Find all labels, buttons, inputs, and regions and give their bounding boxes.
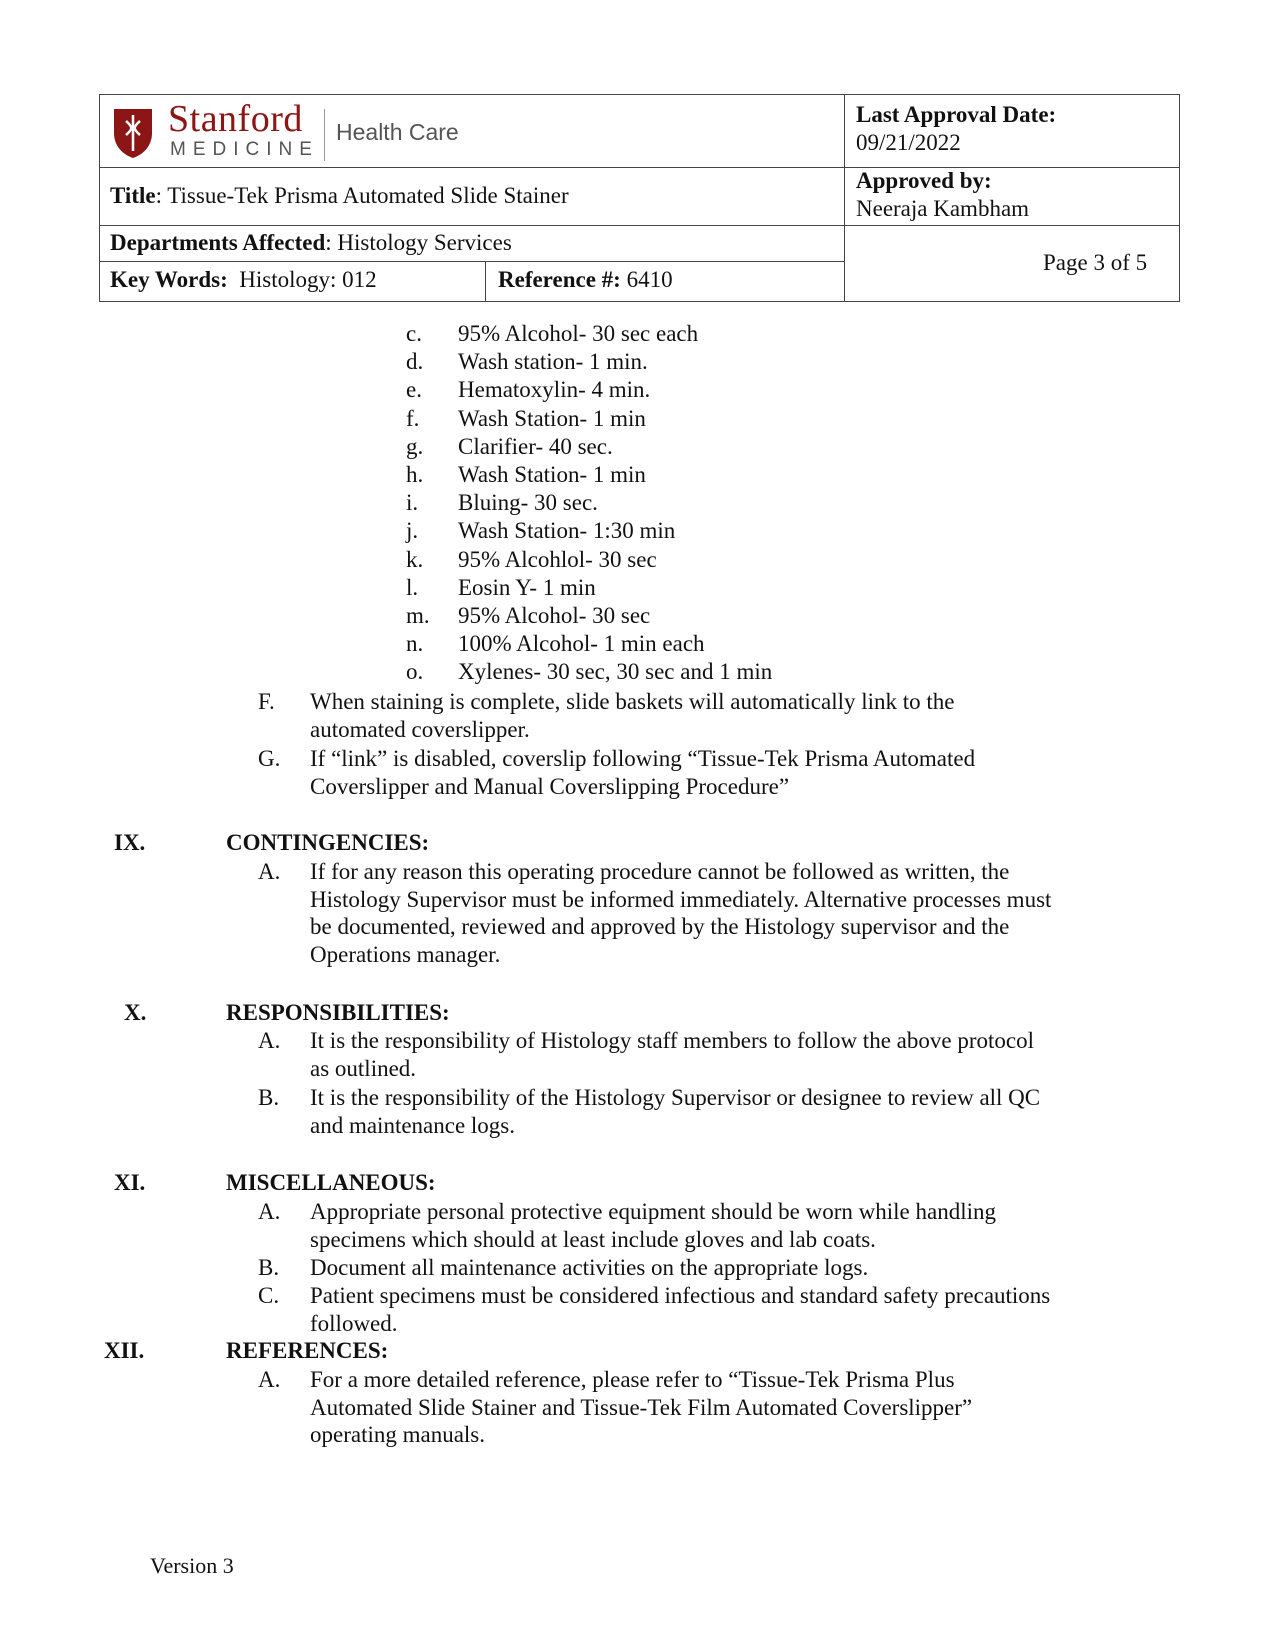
title-value: : Tissue-Tek Prisma Automated Slide Stainer bbox=[155, 183, 569, 208]
section-title: CONTINGENCIES: bbox=[226, 830, 430, 855]
item-text: Automated Slide Stainer and Tissue-Tek Film Automated Coverslipper” bbox=[310, 1395, 973, 1420]
keywords-value: Histology: 012 bbox=[239, 267, 377, 292]
step-text: Wash Station- 1 min bbox=[458, 406, 646, 431]
last-approval bbox=[856, 101, 1056, 157]
step-letter: d. bbox=[406, 349, 424, 374]
item-text: It is the responsibility of Histology staff members to follow the above protocol bbox=[310, 1028, 1034, 1053]
keywords-field bbox=[110, 266, 377, 294]
item-text: If “link” is disabled, coverslip following “Tissue-Tek Prisma Automated bbox=[310, 746, 976, 771]
section-title: MISCELLANEOUS: bbox=[226, 1170, 436, 1195]
title-label: Title bbox=[110, 183, 156, 208]
approved-label: Approved by: bbox=[856, 168, 992, 193]
step-letter: h. bbox=[406, 462, 424, 487]
item-text: followed. bbox=[310, 1311, 398, 1336]
item-text: It is the responsibility of the Histology Supervisor or designee to review all QC bbox=[310, 1085, 1041, 1110]
departments-label: Departments Affected bbox=[110, 230, 326, 255]
last-approval-label: Last Approval Date: bbox=[856, 102, 1057, 127]
logo-health-care: Health Care bbox=[336, 119, 459, 145]
step-text: 95% Alcohlol- 30 sec bbox=[458, 547, 657, 572]
item-text: Operations manager. bbox=[310, 942, 501, 967]
item-letter: F. bbox=[258, 689, 275, 714]
item-text: Document all maintenance activities on the appropriate logs. bbox=[310, 1255, 869, 1280]
item-text: operating manuals. bbox=[310, 1422, 486, 1447]
logo-medicine: MEDICINE bbox=[170, 139, 319, 160]
step-text: Hematoxylin- 4 min. bbox=[458, 377, 651, 402]
item-letter: A. bbox=[258, 859, 281, 884]
step-text: Wash station- 1 min. bbox=[458, 349, 648, 374]
item-text: Appropriate personal protective equipment should be worn while handling bbox=[310, 1199, 996, 1224]
item-letter: G. bbox=[258, 746, 281, 771]
logo-divider bbox=[324, 109, 325, 161]
item-text: For a more detailed reference, please refer to “Tissue-Tek Prisma Plus bbox=[310, 1367, 955, 1392]
step-text: 95% Alcohol- 30 sec each bbox=[458, 321, 699, 346]
departments-field bbox=[110, 229, 512, 257]
reference-value: 6410 bbox=[626, 267, 673, 292]
logo-stanford: Stanford bbox=[168, 98, 303, 140]
item-text: If for any reason this operating procedure cannot be followed as written, the bbox=[310, 859, 1010, 884]
section-title: REFERENCES: bbox=[226, 1338, 389, 1363]
step-letter: f. bbox=[406, 406, 420, 431]
section-title: RESPONSIBILITIES: bbox=[226, 1000, 450, 1025]
item-text: as outlined. bbox=[310, 1056, 417, 1081]
reference-field bbox=[498, 266, 673, 294]
item-text: and maintenance logs. bbox=[310, 1113, 516, 1138]
version-footer: Version 3 bbox=[150, 1553, 234, 1578]
step-text: 95% Alcohol- 30 sec bbox=[458, 603, 651, 628]
step-letter: c. bbox=[406, 321, 422, 346]
step-text: Xylenes- 30 sec, 30 sec and 1 min bbox=[458, 659, 773, 684]
last-approval-value: 09/21/2022 bbox=[856, 130, 961, 155]
step-letter: k. bbox=[406, 547, 424, 572]
item-text: When staining is complete, slide baskets will automatically link to the bbox=[310, 689, 955, 714]
step-text: Wash Station- 1:30 min bbox=[458, 518, 676, 543]
step-letter: o. bbox=[406, 659, 424, 684]
item-text: Patient specimens must be considered infectious and standard safety precautions bbox=[310, 1283, 1051, 1308]
item-letter: B. bbox=[258, 1085, 280, 1110]
step-letter: i. bbox=[406, 490, 419, 515]
section-number: IX. bbox=[114, 830, 146, 855]
step-letter: j. bbox=[406, 518, 419, 543]
item-letter: B. bbox=[258, 1255, 280, 1280]
shield-icon bbox=[112, 107, 154, 159]
item-text: automated coverslipper. bbox=[310, 717, 530, 742]
step-letter: m. bbox=[406, 603, 430, 628]
item-text: be documented, reviewed and approved by the Histology supervisor and the bbox=[310, 914, 1010, 939]
item-text: Coverslipper and Manual Coverslipping Procedure” bbox=[310, 774, 790, 799]
step-text: Clarifier- 40 sec. bbox=[458, 434, 613, 459]
item-letter: A. bbox=[258, 1028, 281, 1053]
step-text: Wash Station- 1 min bbox=[458, 462, 646, 487]
section-number: XII. bbox=[104, 1338, 145, 1363]
step-letter: l. bbox=[406, 575, 419, 600]
reference-label: Reference #: bbox=[498, 267, 621, 292]
item-letter: A. bbox=[258, 1199, 281, 1224]
step-text: Eosin Y- 1 min bbox=[458, 575, 596, 600]
keywords-label: Key Words: bbox=[110, 267, 228, 292]
document-header bbox=[99, 94, 1180, 302]
item-letter: A. bbox=[258, 1367, 281, 1392]
step-letter: g. bbox=[406, 434, 424, 459]
section-number: X. bbox=[124, 1000, 147, 1025]
item-text: specimens which should at least include gloves and lab coats. bbox=[310, 1227, 876, 1252]
step-text: Bluing- 30 sec. bbox=[458, 490, 598, 515]
step-text: 100% Alcohol- 1 min each bbox=[458, 631, 705, 656]
approved-by bbox=[856, 167, 1029, 223]
item-text: Histology Supervisor must be informed immediately. Alternative processes must bbox=[310, 887, 1052, 912]
item-letter: C. bbox=[258, 1283, 280, 1308]
page-number: Page 3 of 5 bbox=[1043, 250, 1148, 275]
departments-value: : Histology Services bbox=[325, 230, 512, 255]
approved-value: Neeraja Kambham bbox=[856, 196, 1030, 221]
stanford-medicine-logo bbox=[108, 99, 528, 165]
title-field bbox=[110, 182, 569, 210]
step-letter: e. bbox=[406, 377, 422, 402]
step-letter: n. bbox=[406, 631, 424, 656]
section-number: XI. bbox=[114, 1170, 146, 1195]
